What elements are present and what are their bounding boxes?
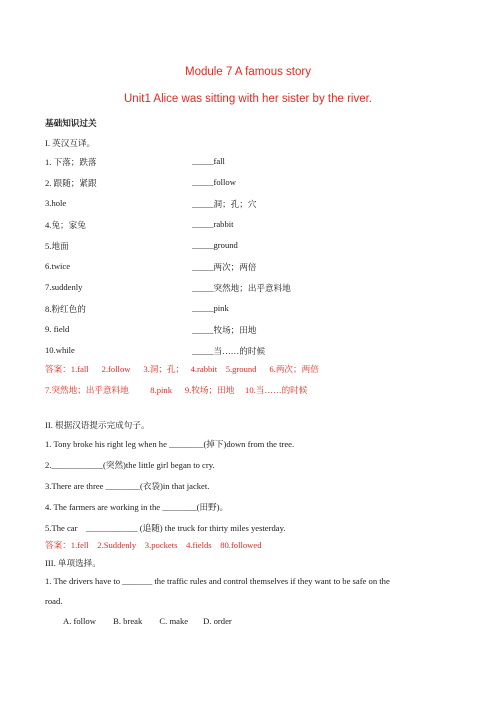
- sentence-item: 2.____________(突然)the little girl began to cry.: [45, 460, 215, 470]
- vocab-left: 3.hole: [45, 198, 67, 208]
- part2-heading: II. 根据汉语提示完成句子。: [45, 420, 150, 430]
- question-line: 1. The drivers have to _______ the traffic rules and control themselves if they want to be safe on the: [45, 576, 390, 586]
- vocab-left: 1. 下落；跌落: [45, 157, 97, 167]
- vocab-left: 2. 跟随；紧跟: [45, 178, 97, 188]
- page-title: Module 7 A famous story: [185, 66, 311, 78]
- vocab-right: _____pink: [192, 303, 229, 313]
- vocab-right: _____突然地；出乎意料地: [192, 283, 291, 293]
- vocab-left: 7.suddenly: [45, 282, 83, 292]
- part1-heading: I. 英汉互译。: [45, 138, 96, 148]
- vocab-right: _____牧场；田地: [192, 325, 257, 335]
- vocab-right: _____follow: [192, 177, 236, 187]
- vocab-right: _____当……的时候: [192, 346, 266, 356]
- vocab-left: 6.twice: [45, 261, 71, 271]
- page-subtitle: Unit1 Alice was sitting with her sister by the river.: [124, 93, 372, 105]
- answer-options: A. follow B. break C. make D. order: [63, 616, 232, 626]
- part1-answer-line2: 7.突然地；出乎意料地 8.pink 9.牧场；田地 10.当……的时候: [45, 385, 308, 395]
- part1-answer-line1: 答案：1.fall 2.follow 3.洞；孔； 4.rabbit 5.ground 6.两次；两倍: [45, 364, 319, 374]
- sentence-item: 5.The car ____________ (追随) the truck for thirty miles yesterday.: [45, 523, 286, 533]
- vocab-right: _____rabbit: [192, 219, 234, 229]
- sentence-item: 3.There are three ________(衣袋)in that jacket.: [45, 481, 210, 491]
- vocab-left: 9. field: [45, 324, 70, 334]
- sentence-item: 1. Tony broke his right leg when he ________(掉下)down from the tree.: [45, 439, 295, 449]
- sentence-item: 4. The farmers are working in the ________(田野)。: [45, 502, 229, 512]
- vocab-left: 4.兔；家兔: [45, 220, 86, 230]
- vocab-right: _____洞；孔；穴: [192, 199, 257, 209]
- vocab-right: _____fall: [192, 156, 225, 166]
- vocab-right: _____两次；两倍: [192, 262, 257, 272]
- part2-answer: 答案：1.fell 2.Suddenly 3.pockets 4.fields 80.followed: [45, 540, 262, 550]
- section-heading: 基础知识过关: [45, 118, 97, 128]
- vocab-left: 5.地面: [45, 241, 69, 251]
- vocab-left: 10.while: [45, 345, 75, 355]
- question-line-continued: road.: [45, 596, 63, 606]
- vocab-left: 8.粉红色的: [45, 304, 86, 314]
- part3-heading: III. 单项选择。: [45, 558, 101, 568]
- vocab-right: _____ground: [192, 240, 238, 250]
